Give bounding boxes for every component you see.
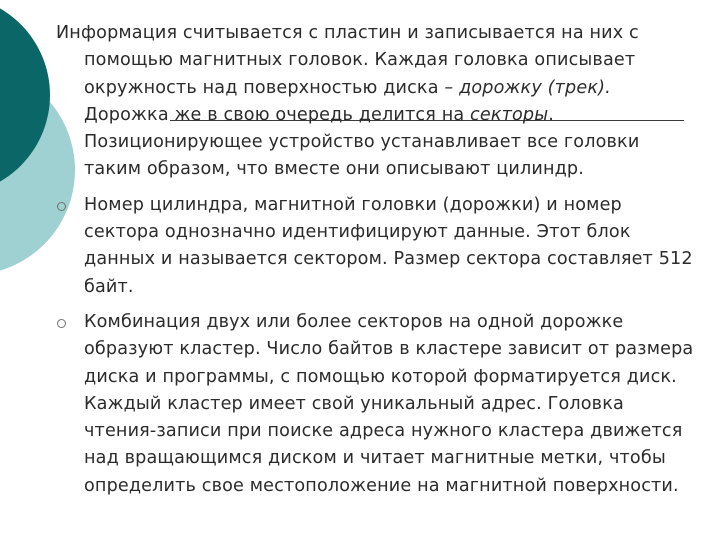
intro-text-middle: Дорожка же в свою очередь делится на <box>84 104 471 125</box>
intro-text-start: Информация считывается с пластин и записывается на них с помощью магнитных головок. Каждая головка описывает окружность над поверхностью диска – <box>56 23 639 98</box>
bullet-item-sector <box>56 192 696 301</box>
intro-term-sectors: секторы <box>470 104 549 125</box>
bullet-text-cluster: Комбинация двух или более секторов на одной дорожке образуют кластер. Число байтов в кластере зависит от размера диска и программы, с помощью которой форматируется диск. Каждый кластер имеет свой уникальный адрес. Головка чтения-записи при поиске адреса нужного кластера движется над вращающимся диском и читает магнитные метки, чтобы определить свое местоположение на магнитной поверхности. <box>84 311 694 496</box>
bullet-item-cluster <box>56 309 696 500</box>
intro-text-end: . Позиционирующее устройство устанавливает все головки таким образом, что вместе они описывают цилиндр. <box>84 104 640 180</box>
ring-bullet-icon <box>57 202 66 211</box>
bullet-text-sector: Номер цилиндра, магнитной головки (дорожки) и номер сектора однозначно идентифицируют данные. Этот блок данных и называется сектором. Размер сектора составляет 512 байт. <box>84 194 693 297</box>
intro-term-track: дорожку (трек). <box>459 77 611 98</box>
ring-bullet-icon <box>57 319 66 328</box>
slide-body <box>56 20 696 500</box>
paragraph-intro <box>56 20 696 184</box>
